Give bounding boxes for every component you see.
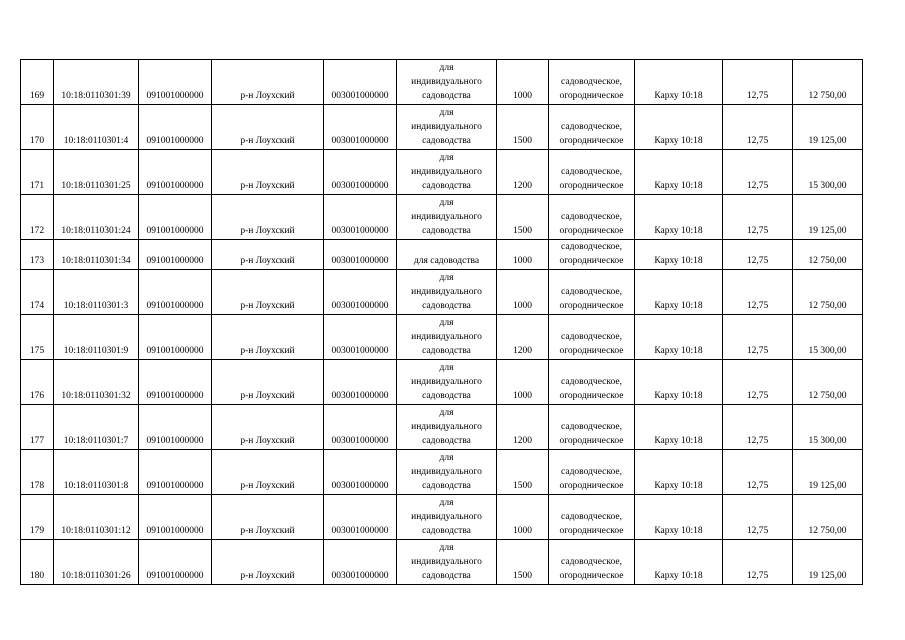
area-cell: 1000 (497, 240, 549, 270)
category-line: огородническое (559, 571, 624, 581)
purpose-line: для (439, 273, 454, 283)
purpose-cell (397, 60, 497, 105)
cadastral-number-cell: 10:18:0110301:9 (54, 315, 139, 360)
purpose-line: для (439, 318, 454, 328)
specific-value-cell: 12,75 (723, 405, 793, 450)
purpose-cell (397, 360, 497, 405)
okato-code-cell: 091001000000 (139, 540, 212, 585)
specific-value-cell: 12,75 (723, 315, 793, 360)
purpose-line: для (439, 408, 454, 418)
category-line: огородническое (559, 346, 624, 356)
table-row (21, 450, 863, 495)
cadastral-value-cell: 12 750,00 (793, 495, 863, 540)
purpose-line: садоводства (422, 571, 471, 581)
cadastral-value-cell: 12 750,00 (793, 360, 863, 405)
okato-code-cell: 091001000000 (139, 105, 212, 150)
purpose-line: индивидуального (411, 77, 482, 87)
category-line: садоводческое, (561, 212, 622, 222)
land-use-category-cell (549, 150, 635, 195)
category-line: огородническое (559, 391, 624, 401)
oktmo-code-cell: 003001000000 (324, 540, 397, 585)
specific-value-cell: 12,75 (723, 540, 793, 585)
cadastral-number-cell: 10:18:0110301:4 (54, 105, 139, 150)
purpose-line: садоводства (422, 436, 471, 446)
purpose-cell (397, 495, 497, 540)
okato-code-cell: 091001000000 (139, 450, 212, 495)
purpose-line: садоводства (422, 346, 471, 356)
category-line: огородническое (559, 436, 624, 446)
category-line: садоводческое, (561, 512, 622, 522)
cadastral-zone-cell: Карху 10:18 (635, 495, 723, 540)
purpose-line: садоводства (422, 481, 471, 491)
cadastral-number-cell: 10:18:0110301:8 (54, 450, 139, 495)
oktmo-code-cell: 003001000000 (324, 150, 397, 195)
cadastral-value-cell: 15 300,00 (793, 150, 863, 195)
okato-code-cell: 091001000000 (139, 315, 212, 360)
purpose-line: для (439, 63, 454, 73)
purpose-cell (397, 195, 497, 240)
category-line: садоводческое, (561, 467, 622, 477)
purpose-line: садоводства (422, 91, 471, 101)
row-number-cell: 177 (21, 405, 54, 450)
specific-value-cell: 12,75 (723, 150, 793, 195)
category-line: огородническое (559, 301, 624, 311)
purpose-line: индивидуального (411, 332, 482, 342)
cadastral-zone-cell: Карху 10:18 (635, 240, 723, 270)
category-line: огородническое (559, 226, 624, 236)
cadastral-zone-cell: Карху 10:18 (635, 450, 723, 495)
purpose-line: садоводства (422, 136, 471, 146)
land-use-category-cell (549, 195, 635, 240)
row-number-cell: 170 (21, 105, 54, 150)
cadastral-value-cell: 12 750,00 (793, 240, 863, 270)
area-cell: 1200 (497, 150, 549, 195)
area-cell: 1500 (497, 195, 549, 240)
oktmo-code-cell: 003001000000 (324, 270, 397, 315)
purpose-cell (397, 240, 497, 270)
purpose-cell (397, 450, 497, 495)
specific-value-cell: 12,75 (723, 450, 793, 495)
district-cell: р-н Лоухский (212, 495, 324, 540)
table-row (21, 315, 863, 360)
purpose-cell (397, 150, 497, 195)
cadastral-number-cell: 10:18:0110301:32 (54, 360, 139, 405)
land-use-category-cell (549, 450, 635, 495)
oktmo-code-cell: 003001000000 (324, 405, 397, 450)
category-line: садоводческое, (561, 122, 622, 132)
okato-code-cell: 091001000000 (139, 195, 212, 240)
cadastral-number-cell: 10:18:0110301:3 (54, 270, 139, 315)
purpose-line: индивидуального (411, 377, 482, 387)
purpose-line: индивидуального (411, 557, 482, 567)
purpose-line: садоводства (422, 301, 471, 311)
specific-value-cell: 12,75 (723, 360, 793, 405)
cadastral-value-cell: 12 750,00 (793, 60, 863, 105)
oktmo-code-cell: 003001000000 (324, 360, 397, 405)
cadastral-zone-cell: Карху 10:18 (635, 105, 723, 150)
purpose-line: индивидуального (411, 212, 482, 222)
row-number-cell: 174 (21, 270, 54, 315)
cadastral-zone-cell: Карху 10:18 (635, 405, 723, 450)
purpose-line: индивидуального (411, 167, 482, 177)
area-cell: 1000 (497, 270, 549, 315)
cadastral-value-cell: 19 125,00 (793, 540, 863, 585)
cadastral-number-cell: 10:18:0110301:12 (54, 495, 139, 540)
table-row (21, 150, 863, 195)
table-row (21, 405, 863, 450)
oktmo-code-cell: 003001000000 (324, 495, 397, 540)
purpose-line: для (439, 198, 454, 208)
cadastral-number-cell: 10:18:0110301:39 (54, 60, 139, 105)
purpose-line: садоводства (422, 226, 471, 236)
oktmo-code-cell: 003001000000 (324, 195, 397, 240)
okato-code-cell: 091001000000 (139, 60, 212, 105)
cadastral-number-cell: 10:18:0110301:7 (54, 405, 139, 450)
cadastral-number-cell: 10:18:0110301:34 (54, 240, 139, 270)
cadastral-value-cell: 19 125,00 (793, 195, 863, 240)
purpose-cell (397, 105, 497, 150)
category-line: садоводческое, (561, 422, 622, 432)
row-number-cell: 180 (21, 540, 54, 585)
cadastral-value-cell: 19 125,00 (793, 105, 863, 150)
cadastral-number-cell: 10:18:0110301:25 (54, 150, 139, 195)
purpose-line: для (439, 153, 454, 163)
category-line: садоводческое, (561, 377, 622, 387)
district-cell: р-н Лоухский (212, 360, 324, 405)
category-line: огородническое (559, 91, 624, 101)
row-number-cell: 169 (21, 60, 54, 105)
district-cell: р-н Лоухский (212, 150, 324, 195)
row-number-cell: 176 (21, 360, 54, 405)
cadastral-zone-cell: Карху 10:18 (635, 360, 723, 405)
table-row (21, 60, 863, 105)
table-row (21, 105, 863, 150)
purpose-cell (397, 405, 497, 450)
area-cell: 1500 (497, 540, 549, 585)
row-number-cell: 179 (21, 495, 54, 540)
okato-code-cell: 091001000000 (139, 270, 212, 315)
category-line: садоводческое, (561, 287, 622, 297)
category-line: садоводческое, (561, 242, 622, 252)
purpose-line: индивидуального (411, 422, 482, 432)
oktmo-code-cell: 003001000000 (324, 60, 397, 105)
category-line: огородническое (559, 256, 624, 266)
district-cell: р-н Лоухский (212, 240, 324, 270)
okato-code-cell: 091001000000 (139, 495, 212, 540)
purpose-line: для (439, 108, 454, 118)
category-line: садоводческое, (561, 77, 622, 87)
oktmo-code-cell: 003001000000 (324, 105, 397, 150)
cadastral-value-cell: 15 300,00 (793, 315, 863, 360)
table-row (21, 270, 863, 315)
purpose-line: индивидуального (411, 287, 482, 297)
cadastral-zone-cell: Карху 10:18 (635, 540, 723, 585)
land-use-category-cell (549, 405, 635, 450)
table-row (21, 240, 863, 270)
row-number-cell: 172 (21, 195, 54, 240)
purpose-line: индивидуального (411, 122, 482, 132)
land-use-category-cell (549, 495, 635, 540)
specific-value-cell: 12,75 (723, 270, 793, 315)
purpose-line: для (439, 453, 454, 463)
table-row (21, 195, 863, 240)
purpose-line: для (439, 543, 454, 553)
row-number-cell: 175 (21, 315, 54, 360)
purpose-line: садоводства (422, 181, 471, 191)
oktmo-code-cell: 003001000000 (324, 450, 397, 495)
category-line: огородническое (559, 526, 624, 536)
specific-value-cell: 12,75 (723, 105, 793, 150)
district-cell: р-н Лоухский (212, 315, 324, 360)
okato-code-cell: 091001000000 (139, 405, 212, 450)
land-use-category-cell (549, 315, 635, 360)
land-use-category-cell (549, 105, 635, 150)
table-row (21, 540, 863, 585)
specific-value-cell: 12,75 (723, 495, 793, 540)
purpose-line: индивидуального (411, 512, 482, 522)
cadastral-value-cell: 19 125,00 (793, 450, 863, 495)
district-cell: р-н Лоухский (212, 195, 324, 240)
table-body (21, 60, 863, 585)
district-cell: р-н Лоухский (212, 105, 324, 150)
category-line: огородническое (559, 136, 624, 146)
purpose-line: для (439, 363, 454, 373)
area-cell: 1000 (497, 495, 549, 540)
oktmo-code-cell: 003001000000 (324, 315, 397, 360)
cadastral-zone-cell: Карху 10:18 (635, 315, 723, 360)
purpose-line: садоводства (422, 526, 471, 536)
purpose-cell (397, 540, 497, 585)
category-line: садоводческое, (561, 332, 622, 342)
table-row (21, 495, 863, 540)
row-number-cell: 178 (21, 450, 54, 495)
land-use-category-cell (549, 240, 635, 270)
purpose-line: для садоводства (413, 256, 480, 266)
area-cell: 1000 (497, 60, 549, 105)
district-cell: р-н Лоухский (212, 450, 324, 495)
area-cell: 1200 (497, 405, 549, 450)
okato-code-cell: 091001000000 (139, 240, 212, 270)
cadastral-number-cell: 10:18:0110301:26 (54, 540, 139, 585)
district-cell: р-н Лоухский (212, 270, 324, 315)
land-use-category-cell (549, 60, 635, 105)
area-cell: 1000 (497, 360, 549, 405)
purpose-line: для (439, 498, 454, 508)
row-number-cell: 171 (21, 150, 54, 195)
district-cell: р-н Лоухский (212, 60, 324, 105)
land-use-category-cell (549, 540, 635, 585)
purpose-line: индивидуального (411, 467, 482, 477)
cadastral-number-cell: 10:18:0110301:24 (54, 195, 139, 240)
land-plots-table (20, 59, 863, 585)
cadastral-value-cell: 12 750,00 (793, 270, 863, 315)
okato-code-cell: 091001000000 (139, 360, 212, 405)
category-line: садоводческое, (561, 167, 622, 177)
specific-value-cell: 12,75 (723, 240, 793, 270)
table-row (21, 360, 863, 405)
row-number-cell: 173 (21, 240, 54, 270)
oktmo-code-cell: 003001000000 (324, 240, 397, 270)
cadastral-zone-cell: Карху 10:18 (635, 270, 723, 315)
specific-value-cell: 12,75 (723, 60, 793, 105)
cadastral-zone-cell: Карху 10:18 (635, 195, 723, 240)
specific-value-cell: 12,75 (723, 195, 793, 240)
land-use-category-cell (549, 360, 635, 405)
cadastral-zone-cell: Карху 10:18 (635, 150, 723, 195)
area-cell: 1500 (497, 450, 549, 495)
category-line: огородническое (559, 181, 624, 191)
okato-code-cell: 091001000000 (139, 150, 212, 195)
district-cell: р-н Лоухский (212, 540, 324, 585)
area-cell: 1500 (497, 105, 549, 150)
cadastral-zone-cell: Карху 10:18 (635, 60, 723, 105)
cadastral-value-cell: 15 300,00 (793, 405, 863, 450)
district-cell: р-н Лоухский (212, 405, 324, 450)
purpose-cell (397, 315, 497, 360)
category-line: садоводческое, (561, 557, 622, 567)
purpose-cell (397, 270, 497, 315)
purpose-line: садоводства (422, 391, 471, 401)
category-line: огородническое (559, 481, 624, 491)
area-cell: 1200 (497, 315, 549, 360)
land-use-category-cell (549, 270, 635, 315)
